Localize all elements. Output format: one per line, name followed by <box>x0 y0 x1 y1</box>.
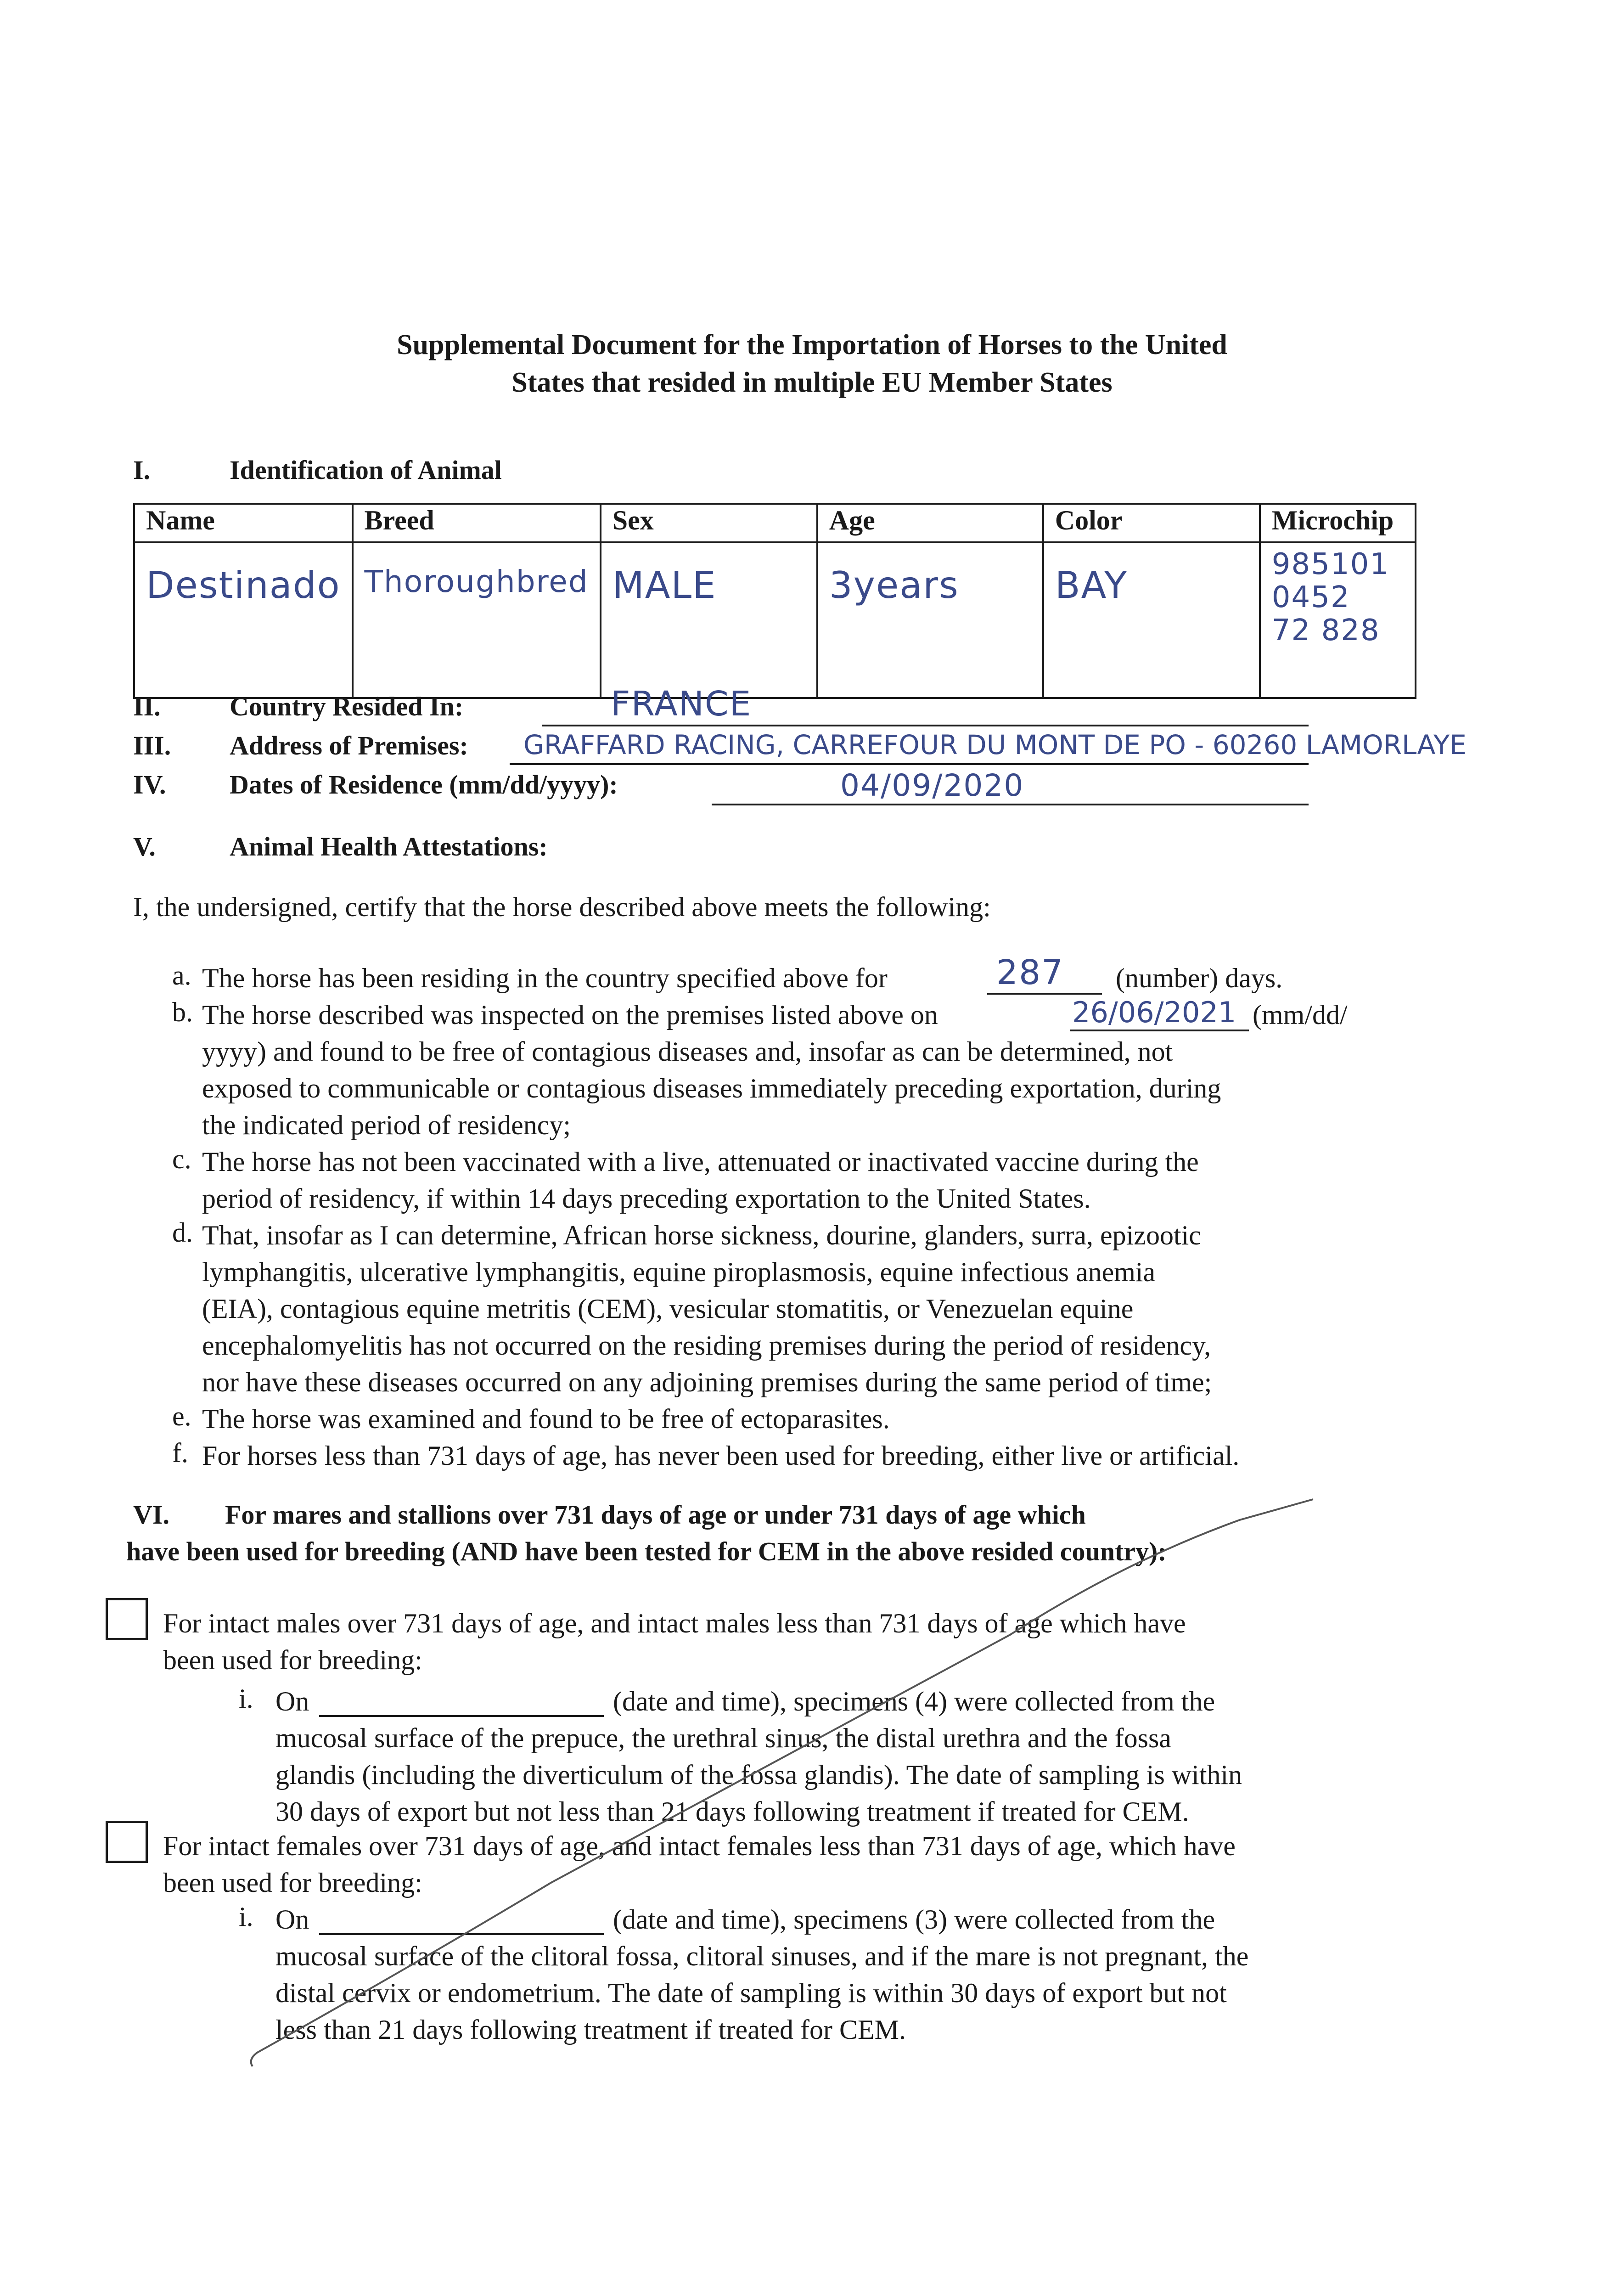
col-name: Name <box>134 504 353 542</box>
section6-heading-line2: have been used for breeding (AND have been tested for CEM in the above resided country): <box>126 1536 1167 1566</box>
value-age: 3years <box>817 542 1043 698</box>
item-d-marker: d. <box>172 1217 193 1248</box>
item-b-line4: the indicated period of residency; <box>202 1110 571 1140</box>
item-d-line4: encephalomyelitis has not occurred on the residing premises during the period of residency, <box>202 1330 1211 1361</box>
section3-label: Address of Premises: <box>230 731 468 760</box>
females-line1: For intact females over 731 days of age, and intact females less than 731 days of age, which have <box>163 1831 1236 1861</box>
item-c-line1: The horse has not been vaccinated with a live, attenuated or inactivated vaccine during the <box>202 1147 1199 1177</box>
item-d-line3: (EIA), contagious equine metritis (CEM), vesicular stomatitis, or Venezuelan equine <box>202 1294 1134 1324</box>
females-line3: mucosal surface of the clitoral fossa, clitoral sinuses, and if the mare is not pregnant, the <box>275 1941 1249 1971</box>
section1-heading: Identification of Animal <box>230 455 502 485</box>
males-on: On <box>275 1686 309 1716</box>
item-b-line1: The horse described was inspected on the premises listed above on <box>202 1000 938 1030</box>
females-line2: been used for breeding: <box>163 1868 422 1898</box>
item-e-line1: The horse was examined and found to be free of ectoparasites. <box>202 1404 890 1434</box>
section3-value: GRAFFARD RACING, CARREFOUR DU MONT DE PO - 60260 LAMORLAYE <box>523 729 1467 760</box>
item-a-text: The horse has been residing in the country specified above for <box>202 963 888 993</box>
section2-label: Country Resided In: <box>230 692 464 721</box>
item-d-line5: nor have these diseases occurred on any adjoining premises during the same period of time; <box>202 1367 1212 1397</box>
females-marker: i. <box>239 1902 253 1932</box>
item-b-marker: b. <box>172 997 193 1027</box>
microchip-line1: 985101 0452 <box>1271 547 1390 614</box>
item-c-line2: period of residency, if within 14 days preceding exportation to the United States. <box>202 1183 1091 1214</box>
item-b-after: (mm/dd/ <box>1253 1000 1348 1030</box>
item-a-after: (number) days. <box>1116 963 1283 993</box>
document-title-line1: Supplemental Document for the Importation of Horses to the United <box>397 329 1227 360</box>
document-title-line2: States that resided in multiple EU Member States <box>511 367 1113 398</box>
item-c-marker: c. <box>172 1144 191 1174</box>
section3-numeral: III. <box>133 731 171 760</box>
microchip-line2: 72 828 <box>1271 613 1380 647</box>
males-line4: glandis (including the diverticulum of the fossa glandis). The date of sampling is within <box>275 1760 1242 1790</box>
item-b-line2: yyyy) and found to be free of contagious diseases and, insofar as can be determined, not <box>202 1036 1173 1067</box>
item-d-line1: That, insofar as I can determine, African horse sickness, dourine, glanders, surra, epizootic <box>202 1220 1201 1250</box>
value-name: Destinado <box>134 542 353 698</box>
col-breed: Breed <box>353 504 601 542</box>
item-a-marker: a. <box>172 960 191 990</box>
females-on: On <box>275 1904 309 1935</box>
females-after-blank: (date and time), specimens (3) were collected from the <box>613 1904 1215 1935</box>
section2-numeral: II. <box>133 692 161 721</box>
section4-value: 04/09/2020 <box>840 768 1024 803</box>
section6-heading-line1: For mares and stallions over 731 days of age or under 731 days of age which <box>225 1500 1086 1530</box>
section1-numeral: I. <box>133 455 151 485</box>
item-b-line3: exposed to communicable or contagious diseases immediately preceding exportation, during <box>202 1073 1221 1103</box>
section4-numeral: IV. <box>133 770 166 799</box>
col-sex: Sex <box>601 504 817 542</box>
females-line5: less than 21 days following treatment if treated for CEM. <box>275 2015 906 2045</box>
item-f-marker: f. <box>172 1438 188 1468</box>
section5-numeral: V. <box>133 832 156 861</box>
males-line2: been used for breeding: <box>163 1645 422 1675</box>
item-f-line1: For horses less than 731 days of age, has never been used for breeding, either live or artificial. <box>202 1441 1240 1471</box>
section6-numeral: VI. <box>133 1500 169 1530</box>
section2-value: FRANCE <box>611 684 752 724</box>
value-color: BAY <box>1043 542 1260 698</box>
males-line5: 30 days of export but not less than 21 days following treatment if treated for CEM. <box>275 1796 1189 1827</box>
section4-label: Dates of Residence (mm/dd/yyyy): <box>230 770 618 799</box>
section5-heading: Animal Health Attestations: <box>230 832 548 861</box>
col-age: Age <box>817 504 1043 542</box>
item-a-value: 287 <box>996 953 1064 992</box>
value-breed: Thoroughbred <box>353 542 601 698</box>
col-color: Color <box>1043 504 1260 542</box>
males-line1: For intact males over 731 days of age, and intact males less than 731 days of age which have <box>163 1608 1186 1638</box>
item-e-marker: e. <box>172 1401 191 1431</box>
females-line4: distal cervix or endometrium. The date of sampling is within 30 days of export but not <box>275 1978 1227 2008</box>
males-marker: i. <box>239 1683 253 1714</box>
item-b-value: 26/06/2021 <box>1072 996 1236 1029</box>
value-sex: MALE <box>601 542 817 698</box>
section5-intro: I, the undersigned, certify that the horse described above meets the following: <box>133 892 991 922</box>
males-after-blank: (date and time), specimens (4) were collected from the <box>613 1686 1215 1716</box>
col-microchip: Microchip <box>1260 504 1416 542</box>
males-line3: mucosal surface of the prepuce, the urethral sinus, the distal urethra and the fossa <box>275 1723 1171 1753</box>
item-d-line2: lymphangitis, ulcerative lymphangitis, equine piroplasmosis, equine infectious anemia <box>202 1257 1156 1287</box>
